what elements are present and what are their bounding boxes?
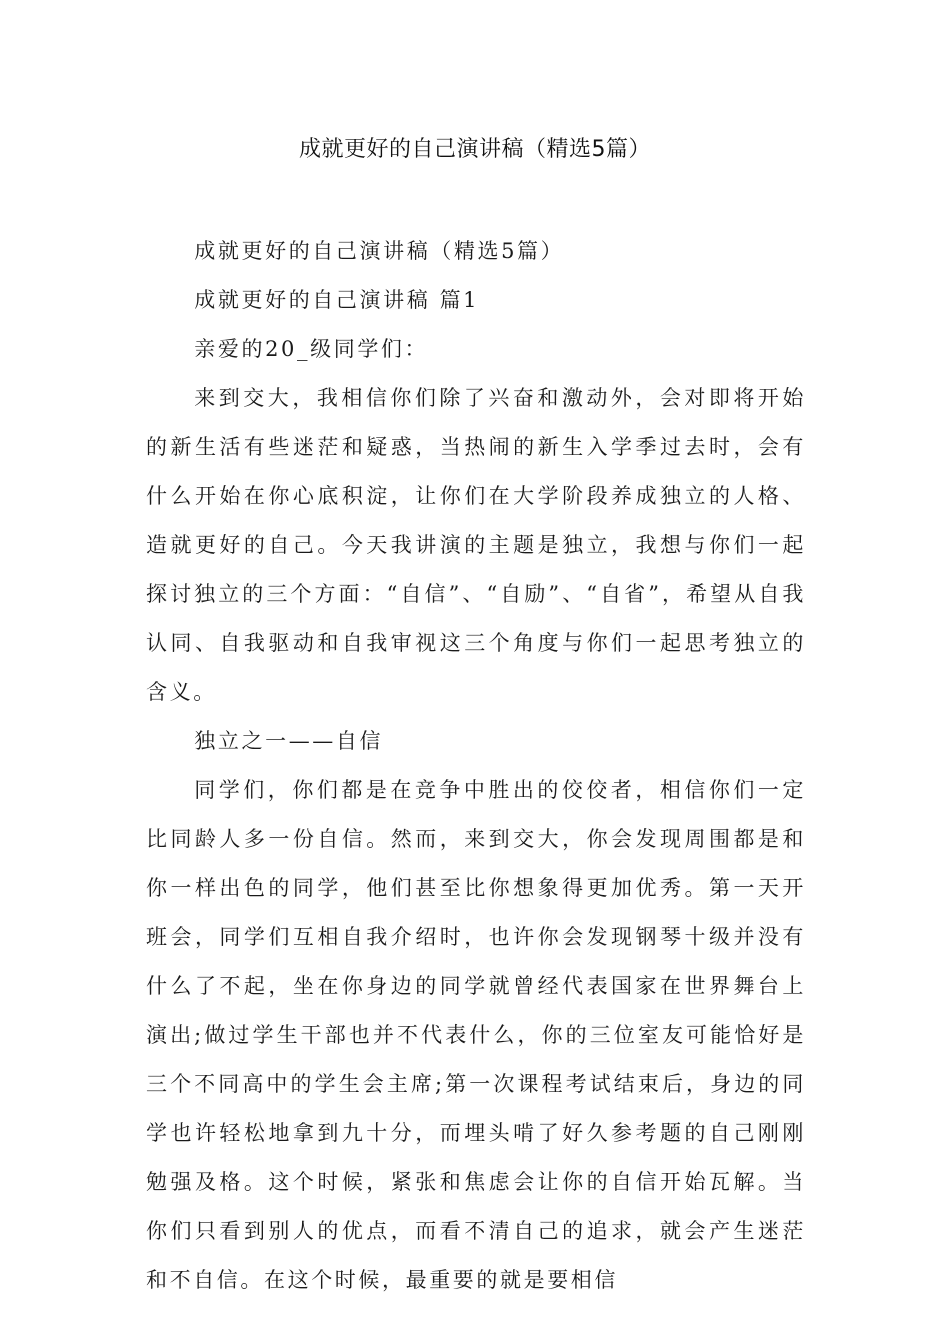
paragraph-intro: 来到交大，我相信你们除了兴奋和激动外，会对即将开始的新生活有些迷茫和疑惑，当热闹的新生入学季过去时，会有什么开始在你心底积淀，让你们在大学阶段养成独立的人格、造就更好的自己。今天我讲演的主题是独立，我想与你们一起探讨独立的三个方面：“自信”、“自励”、“自省”，希望从自我认同、自我驱动和自我审视这三个角度与你们一起思考独立的含义。 xyxy=(146,386,806,704)
document-title: 成就更好的自己演讲稿（精选5篇） xyxy=(299,137,651,162)
paragraph-subtitle: 成就更好的自己演讲稿（精选5篇） xyxy=(194,239,565,263)
paragraph-body: 同学们，你们都是在竞争中胜出的佼佼者，相信你们一定比同龄人多一份自信。然而，来到交大，你会发现周围都是和你一样出色的同学，他们甚至比你想象得更加优秀。第一天开班会，同学们互相自我介绍时，也许你会发现钢琴十级并没有什么了不起，坐在你身边的同学就曾经代表国家在世界舞台上演出;做过学生干部也并不代表什么，你的三位室友可能恰好是三个不同高中的学生会主席;第一次课程考试结束后，身边的同学也许轻松地拿到九十分，而埋头啃了好久参考题的自己刚刚勉强及格。这个时候，紧张和焦虑会让你的自信开始瓦解。当你们只看到别人的优点，而看不清自己的追求，就会产生迷茫和不自信。在这个时候，最重要的就是要相信 xyxy=(146,778,806,1292)
document-body xyxy=(146,227,806,1305)
paragraph-salutation: 亲爱的20_级同学们： xyxy=(194,337,429,361)
paragraph-section-heading: 成就更好的自己演讲稿 篇1 xyxy=(194,288,480,312)
paragraph-subheading: 独立之一——自信 xyxy=(194,729,384,753)
